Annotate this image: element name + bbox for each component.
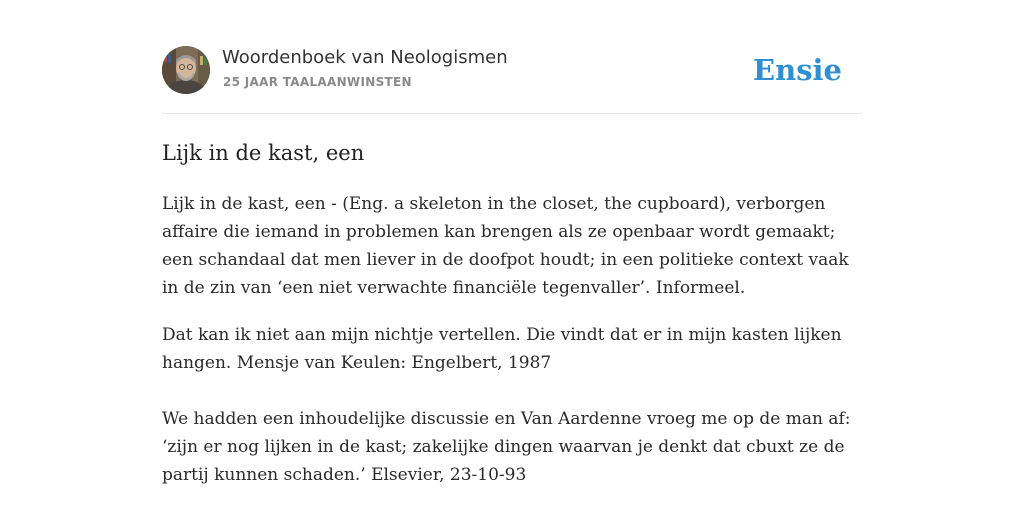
site-name[interactable]: Woordenboek van Neologismen: [222, 47, 508, 68]
entry-title: Lijk in de kast, een: [162, 141, 365, 165]
site-tagline: 25 JAAR TAALAANWINSTEN: [223, 75, 412, 89]
entry-example: Dat kan ik niet aan mijn nichtje vertellen. Die vindt dat er in mijn kasten lijken hangen. Mensje van Keulen: Engelbert, 1987: [162, 325, 842, 373]
entry-example: We hadden een inhoudelijke discussie en Van Aardenne vroeg me op de man af: ‘zijn er nog lijken in de kast; zakelijke dingen waarvan je denkt dat cbuxt ze de partij kunnen schaden.’ Elsevier, 23-10-93: [162, 409, 851, 485]
site-header: [162, 46, 862, 96]
entry-definition: Lijk in de kast, een - (Eng. a skeleton in the closet, the cupboard), verborgen affaire die iemand in problemen kan brengen als ze openbaar wordt gemaakt; een schandaal dat men liever in de doofpot houdt; in een politieke context vaak in de zin van ‘een niet verwachte financiële tegenvaller’. Informeel.: [162, 194, 849, 298]
ensie-logo[interactable]: Ensie: [753, 53, 842, 87]
header-divider: [162, 113, 862, 114]
author-portrait-icon[interactable]: [162, 46, 210, 94]
